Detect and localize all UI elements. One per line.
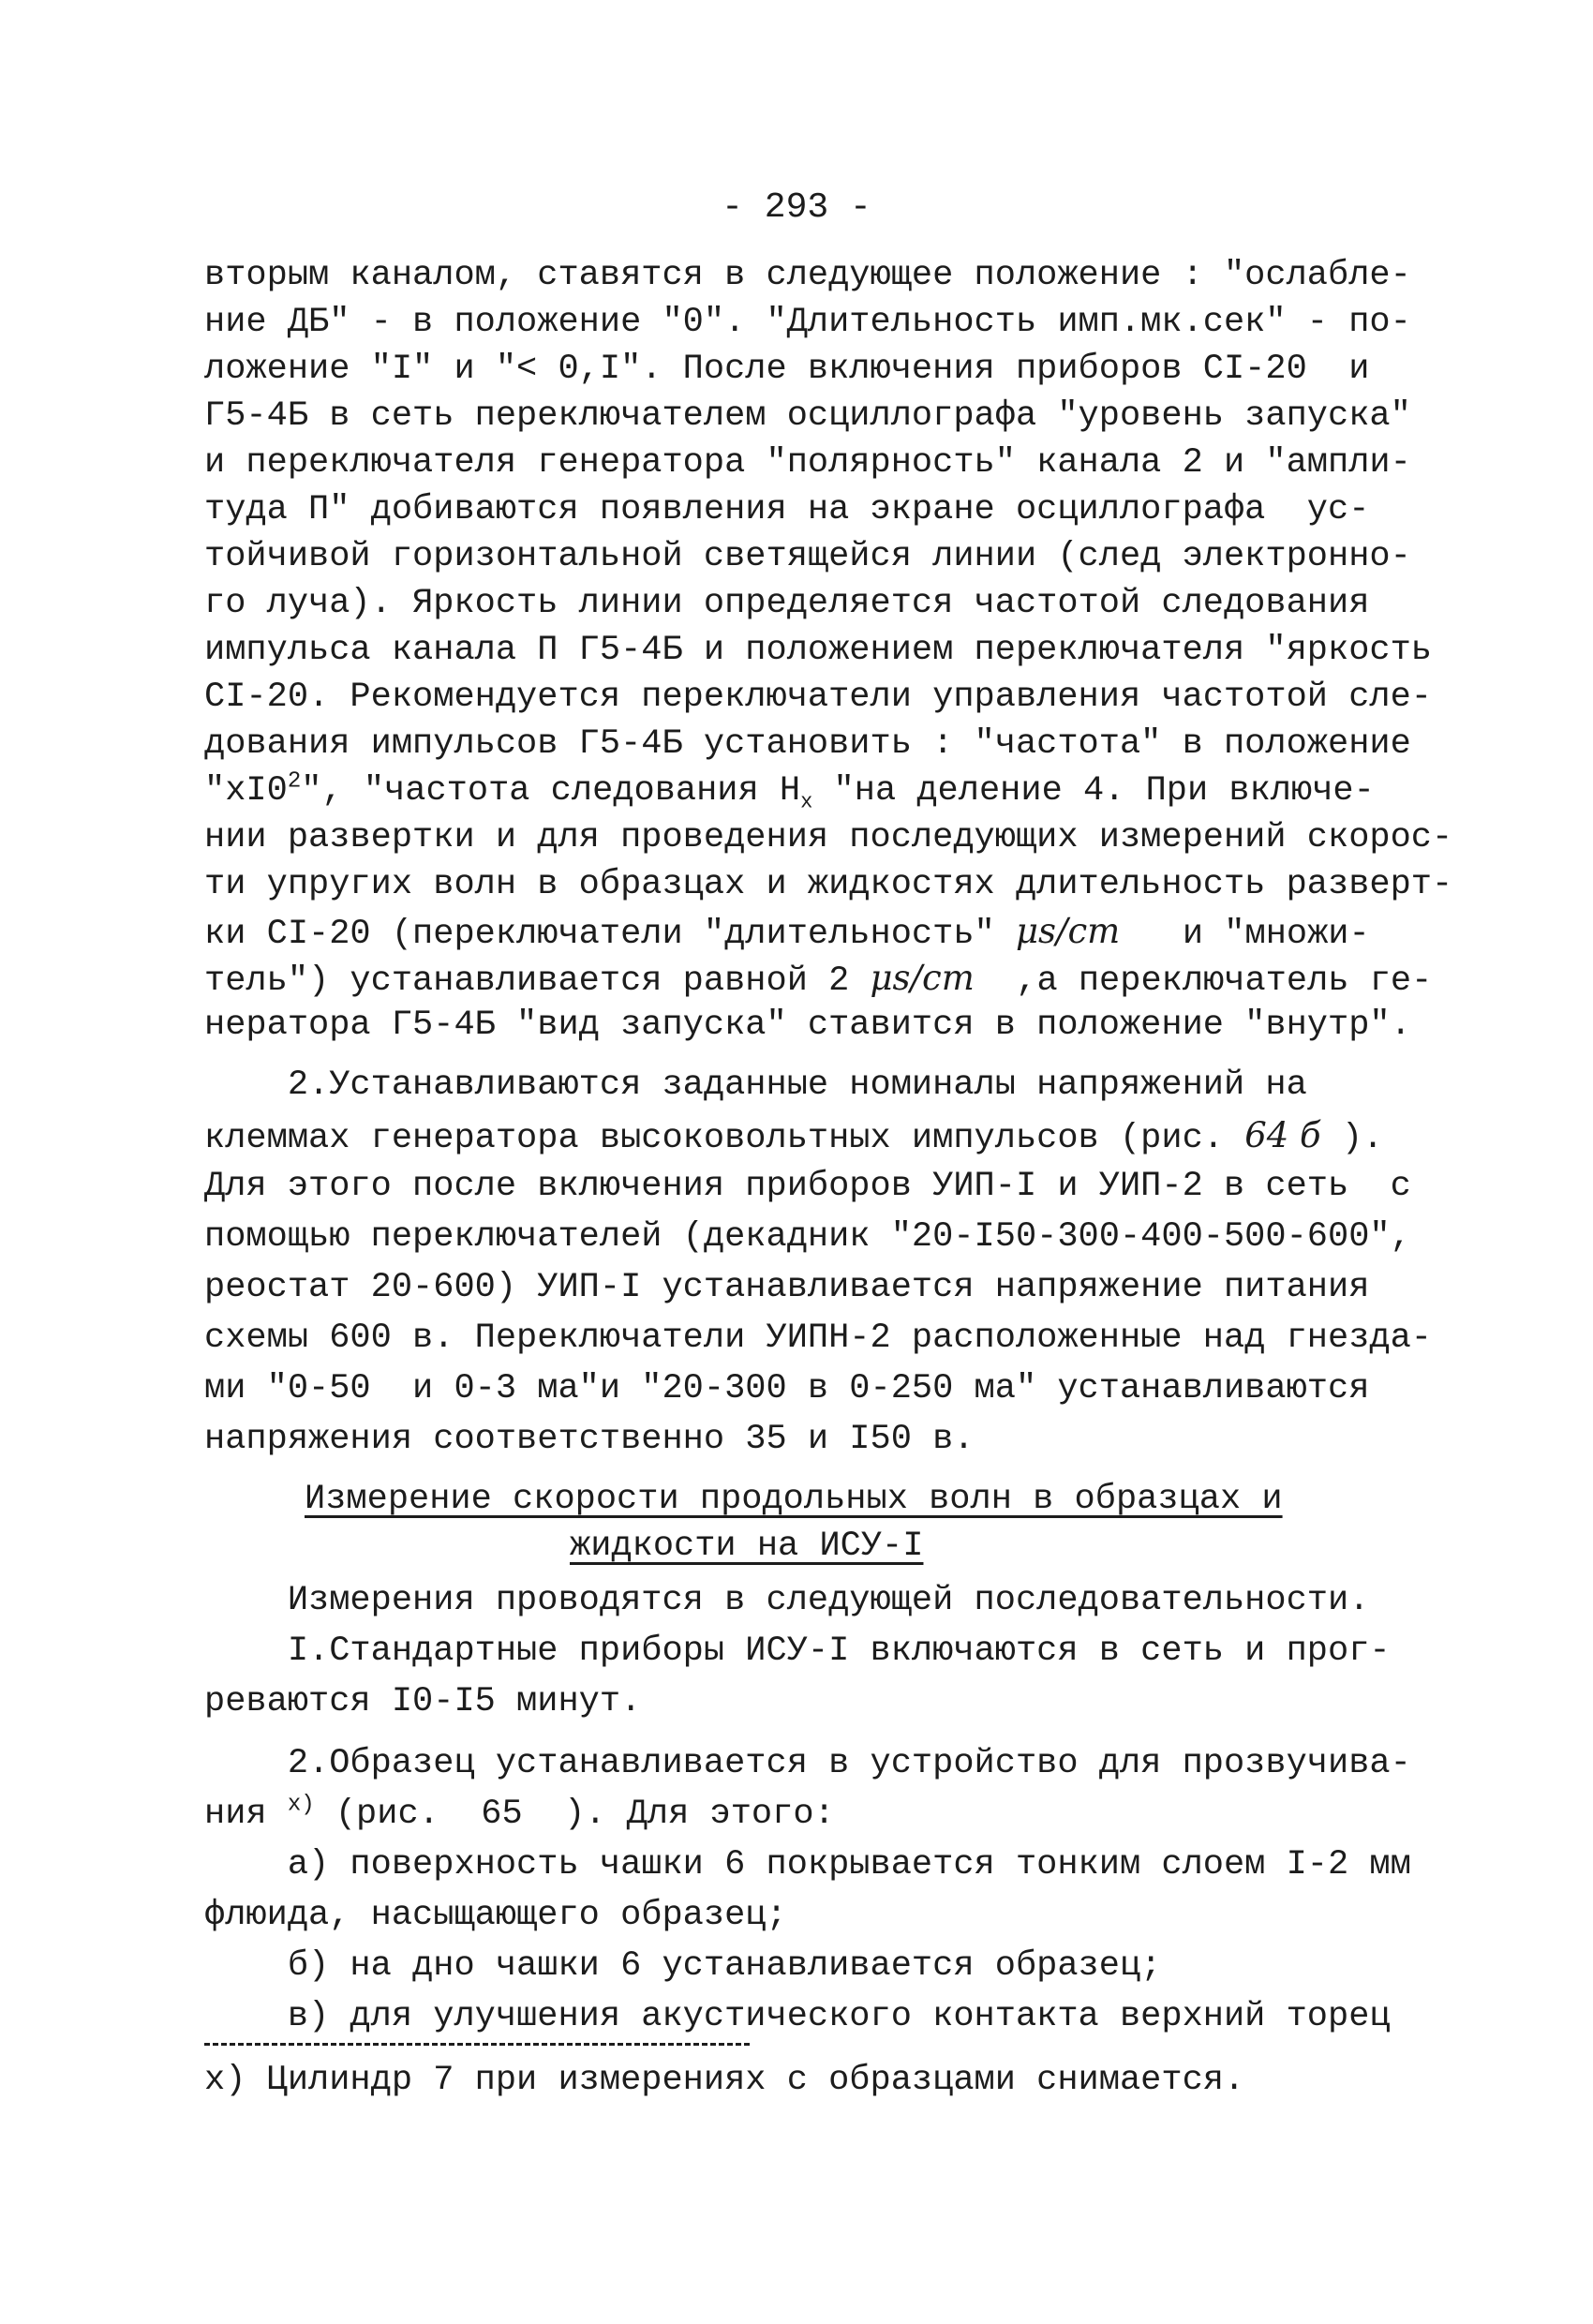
text-line: ми "0-50 и 0-3 ма"и "20-300 в 0-250 ма" устанавливаются bbox=[204, 1369, 1370, 1408]
text-line: 2.Устанавливаются заданные номиналы напряжений на bbox=[204, 1065, 1307, 1105]
text-line: и переключателя генератора "полярность" канала 2 и "ампли- bbox=[204, 443, 1411, 483]
text-line: импульса канала П Г5-4Б и положением переключателя "яркость bbox=[204, 631, 1433, 670]
text-line: нии развертки и для проведения последующих измерений скорос- bbox=[204, 818, 1453, 857]
text-line: флюида, насыщающего образец; bbox=[204, 1896, 787, 1935]
text-fragment: "на деление 4. При включе- bbox=[812, 771, 1375, 811]
subscript: х bbox=[800, 790, 813, 814]
text-line bbox=[204, 909, 1404, 958]
handwritten-unit: μs/cm bbox=[1015, 911, 1121, 951]
text-fragment: ки CI-20 (переключатели "длительность" bbox=[204, 915, 1016, 954]
text-line: а) поверхность чашки 6 покрывается тонким слоем I-2 мм bbox=[204, 1845, 1411, 1885]
superscript: 2 bbox=[287, 768, 302, 795]
text-line: ние ДБ" - в положение "0". "Длительность имп.мк.сек" - по- bbox=[204, 303, 1411, 342]
text-fragment: тель") устанавливается равной 2 bbox=[204, 961, 871, 1001]
text-line: помощью переключателей (декадник "20-I50-300-400-500-600", bbox=[204, 1217, 1411, 1257]
footnote-marker: х) bbox=[287, 1792, 315, 1818]
text-fragment: клеммах генератора высоковольтных импульсов (рис. bbox=[204, 1119, 1245, 1158]
text-fragment: ", "частота следования Н bbox=[301, 771, 801, 811]
text-line: тойчивой горизонтальной светящейся линии (след электронно- bbox=[204, 537, 1411, 576]
text-line: CI-20. Рекомендуется переключатели управления частотой сле- bbox=[204, 678, 1433, 717]
page-number: - 293 - bbox=[722, 187, 871, 228]
text-fragment: "хI0 bbox=[204, 771, 288, 811]
text-fragment: ). bbox=[1320, 1119, 1384, 1158]
section-heading: жидкости на ИСУ-I bbox=[570, 1527, 924, 1566]
text-fragment: ,а переключатель ге- bbox=[974, 961, 1433, 1001]
text-line: дования импульсов Г5-4Б установить : "частота" в положение bbox=[204, 724, 1411, 764]
text-line: напряжения соответственно 35 и I50 в. bbox=[204, 1420, 975, 1459]
text-line: туда П" добиваются появления на экране осциллографа ус- bbox=[204, 490, 1370, 529]
text-line: нератора Г5-4Б "вид запуска" ставится в положение "внутр". bbox=[204, 1006, 1411, 1045]
text-line: ти упругих волн в образцах и жидкостях длительность разверт- bbox=[204, 865, 1453, 904]
text-line: Г5-4Б в сеть переключателем осциллографа "уровень запуска" bbox=[204, 396, 1411, 436]
text-line: в) для улучшения акустического контакта верхний торец bbox=[204, 1997, 1391, 2036]
text-line: схемы 600 в. Переключатели УИПН-2 расположенные над гнезда- bbox=[204, 1318, 1433, 1358]
text-fragment: ния bbox=[204, 1795, 288, 1834]
text-line: б) на дно чашки 6 устанавливается образец; bbox=[204, 1946, 1162, 1986]
text-line: Измерения проводятся в следующей последовательности. bbox=[204, 1581, 1370, 1620]
text-fragment: и "множи- bbox=[1120, 915, 1370, 954]
text-line: 2.Образец устанавливается в устройство для прозвучива- bbox=[204, 1744, 1411, 1783]
text-line: реостат 20-600) УИП-I устанавливается напряжение питания bbox=[204, 1268, 1370, 1307]
section-heading: Измерение скорости продольных волн в образцах и bbox=[305, 1480, 1283, 1519]
text-line: Для этого после включения приборов УИП-I и УИП-2 в сеть с bbox=[204, 1167, 1411, 1206]
handwritten-figure-ref: 64 б bbox=[1244, 1115, 1321, 1155]
text-line: вторым каналом, ставятся в следующее положение : "ослабле- bbox=[204, 256, 1411, 295]
handwritten-unit: μs/cm bbox=[870, 958, 975, 998]
text-line: ложение "I" и "< 0,I". После включения приборов CI-20 и bbox=[204, 350, 1370, 389]
footnote-text: х) Цилиндр 7 при измерениях с образцами снимается. bbox=[204, 2061, 1245, 2100]
text-line: го луча). Яркость линии определяется частотой следования bbox=[204, 584, 1370, 623]
text-line: I.Стандартные приборы ИСУ-I включаются в сеть и прог- bbox=[204, 1631, 1391, 1671]
text-fragment: (рис. 65 ). Для этого: bbox=[314, 1795, 835, 1834]
text-line bbox=[204, 1113, 1404, 1162]
text-line: реваются I0-I5 минут. bbox=[204, 1682, 642, 1721]
text-line bbox=[204, 956, 1433, 1005]
text-line bbox=[204, 768, 1404, 817]
text-line bbox=[204, 1792, 1404, 1840]
footnote-divider bbox=[204, 2043, 750, 2046]
